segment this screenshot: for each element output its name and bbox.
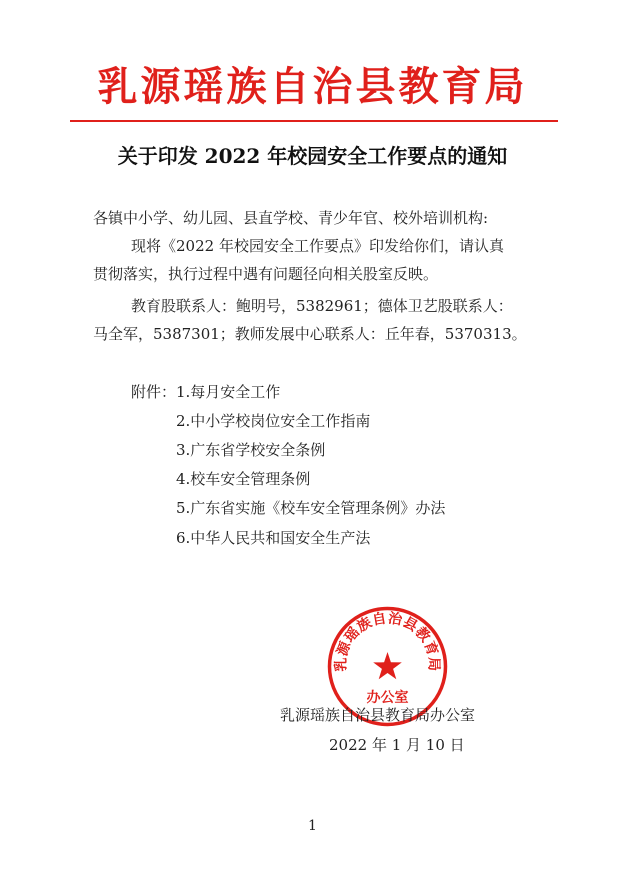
red-divider: [70, 120, 558, 122]
attachment-item: 6.中华人民共和国安全生产法: [176, 529, 371, 547]
signing-date: 2022 年 1 月 10 日: [329, 736, 465, 754]
org-header-title: 乳源瑶族自治县教育局: [97, 64, 528, 110]
document-title: 关于印发 2022 年校园安全工作要点的通知: [117, 144, 508, 168]
signing-organization: 乳源瑶族自治县教育局办公室: [280, 706, 476, 724]
seal-center-text: 办公室: [366, 690, 409, 706]
seal-ring-text: 乳源瑶族自治县教育局: [333, 610, 442, 672]
attachment-item: 1.每月安全工作: [176, 383, 281, 401]
attachment-item: 4.校车安全管理条例: [176, 470, 311, 488]
addressee-line: 各镇中小学、幼儿园、县直学校、青少年官、校外培训机构:: [93, 209, 489, 227]
attachment-item: 2.中小学校岗位安全工作指南: [176, 412, 371, 430]
attachments-label: 附件：: [131, 383, 177, 401]
attachment-item: 3.广东省学校安全条例: [176, 441, 326, 459]
paragraph-1-line-2: 贯彻落实，执行过程中遇有问题径向相关股室反映。: [93, 265, 439, 283]
page-number: 1: [308, 818, 317, 834]
attachment-item: 5.广东省实施《校车安全管理条例》办法: [176, 499, 446, 517]
paragraph-1-line-1: 现将《2022 年校园安全工作要点》印发给你们，请认真: [131, 237, 504, 255]
paragraph-2-line-2: 马全军，5387301；教师发展中心联系人：丘年春，5370313。: [93, 325, 527, 343]
seal-star-icon: [373, 652, 402, 679]
paragraph-2-line-1: 教育股联系人：鲍明号，5382961；德体卫艺股联系人：: [131, 297, 513, 315]
